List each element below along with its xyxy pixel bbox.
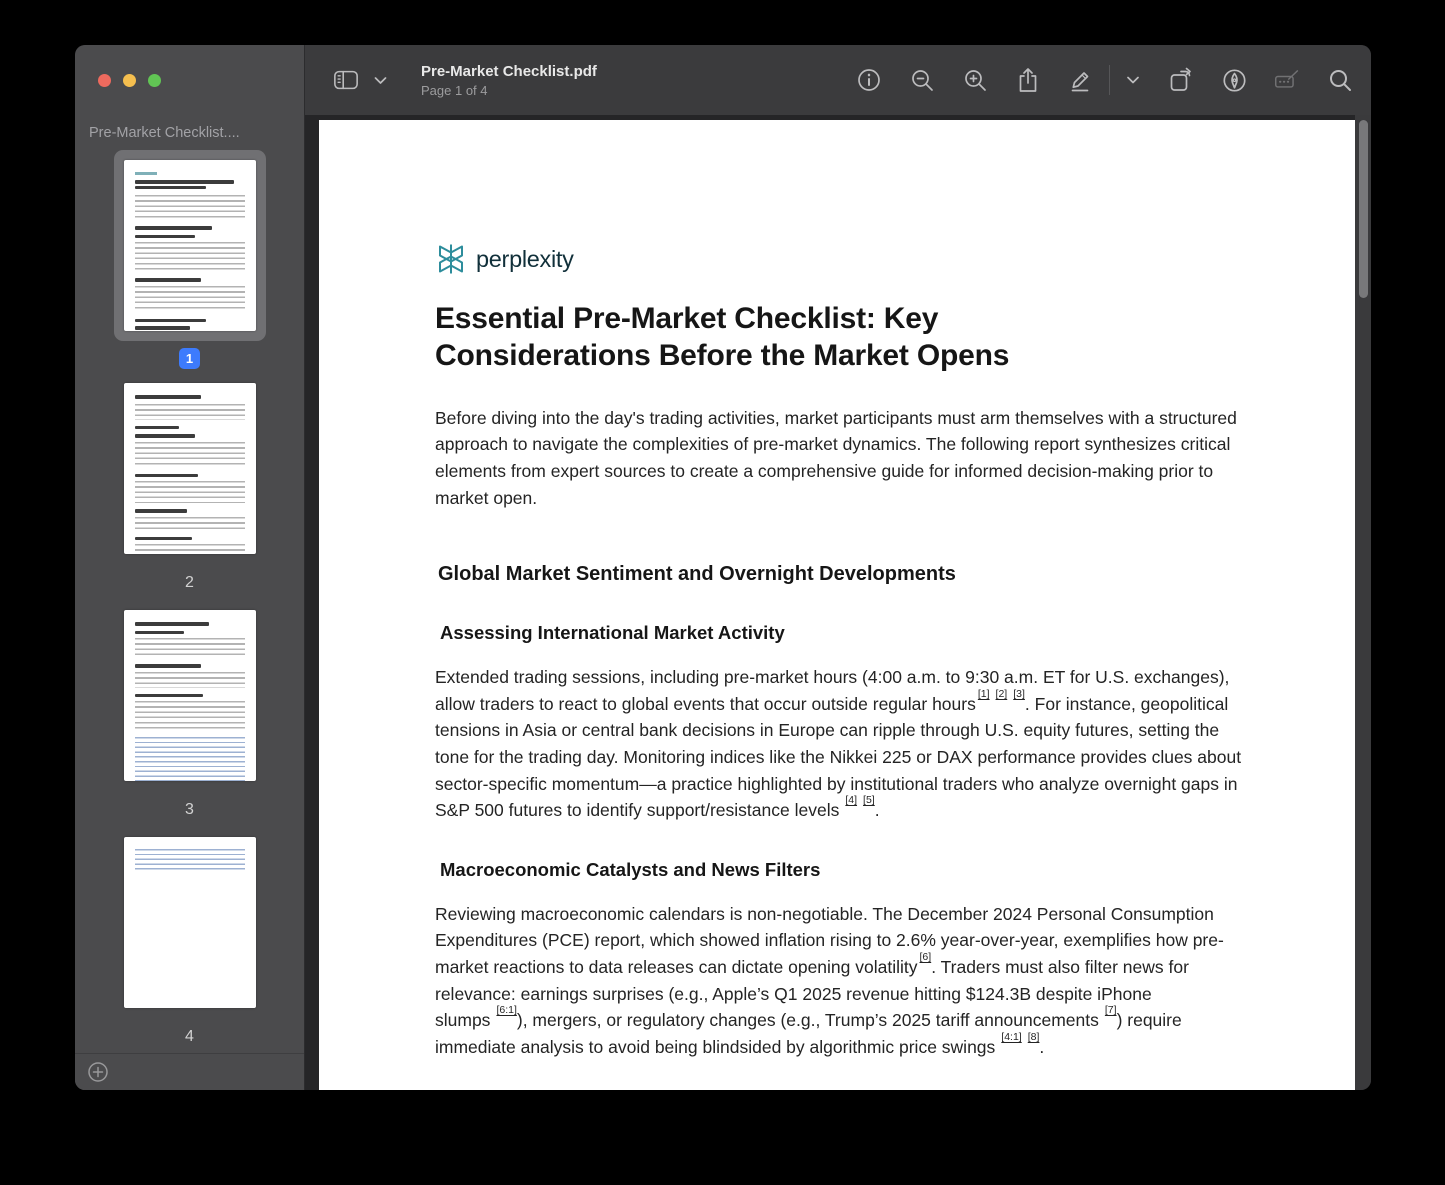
thumbnail-content xyxy=(135,849,245,998)
sidebar-column xyxy=(75,45,305,1090)
search-icon[interactable] xyxy=(1327,67,1353,93)
citation-link[interactable]: [3] xyxy=(1013,687,1025,700)
zoom-out-icon[interactable] xyxy=(909,67,935,93)
page-thumbnail-3[interactable] xyxy=(124,610,256,781)
close-button[interactable] xyxy=(98,74,111,87)
pen-nib-icon[interactable] xyxy=(1221,67,1247,93)
citation-link[interactable]: [4:1] xyxy=(1001,1030,1022,1043)
toolbar-divider xyxy=(1109,65,1110,95)
thumbnail-sidebar xyxy=(75,115,304,1090)
citation-link[interactable]: [5] xyxy=(863,794,875,807)
rotate-icon[interactable] xyxy=(1168,67,1194,93)
sidebar-toggle-icon[interactable] xyxy=(333,67,359,93)
brand-logo xyxy=(435,243,1245,275)
citation-link[interactable]: [2] xyxy=(995,687,1008,700)
citation-link[interactable]: [7] xyxy=(1104,1004,1117,1017)
body-paragraph: Reviewing macroeconomic calendars is non-negotiable. The December 2024 Personal Consumption Expenditures (PCE) report, which showed inflation rising to 2.6% year-over-year, exemplifies how pre-market reactions to data releases can dictate opening volatility [6]. Traders must also filter news for relevance: earnings surprises (e.g., Apple’s Q1 2025 revenue hitting $124.3B despite iPhone slumps [6:1]), mergers, or regulatory changes (e.g., Trump’s 2025 tariff announcements [7]) require immediate analysis to avoid being blindsided by algorithmic price swings [4:1] [8]. xyxy=(435,903,1224,1057)
document-title: Essential Pre-Market Checklist: Key Considerations Before the Market Opens xyxy=(435,302,1010,372)
minimize-button[interactable] xyxy=(123,74,136,87)
page-number-label: 2 xyxy=(185,574,194,591)
main-column xyxy=(305,45,1371,1090)
selected-page-badge: 1 xyxy=(179,348,200,369)
pdf-page xyxy=(319,120,1355,1090)
page-thumbnail-2[interactable] xyxy=(124,383,256,554)
fill-form-icon xyxy=(1274,67,1300,93)
intro-paragraph: Before diving into the day's trading activities, market participants must arm themselves with a structured approach to navigate the complexities of pre-market dynamics. The following report synthesizes critical elements from expert sources to create a comprehensive guide for informed decision-making prior to market open. xyxy=(435,407,1237,508)
body-paragraph: Extended trading sessions, including pre-market hours (4:00 a.m. to 9:30 a.m. ET for U.S. exchanges), allow traders to react to global events that occur outside regular hours [1] [2] [3]. For instance, geopolitical tensions in Asia or central bank decisions in Europe can ripple through U.S. equity futures, setting the tone for the trading day. Monitoring indices like the Nikkei 225 or DAX performance provides clues about sector-specific momentum—a practice highlighted by institutional traders who analyze overnight gaps in S&P 500 futures to identify support/resistance levels [4] [5]. xyxy=(435,667,1242,821)
citation-link[interactable]: [8] xyxy=(1027,1030,1040,1043)
thumbnail-content xyxy=(135,395,245,544)
title-block xyxy=(421,63,597,98)
window-title: Pre-Market Checklist.pdf xyxy=(421,62,597,80)
page-thumbnail-4[interactable] xyxy=(124,837,256,1008)
sidebar-document-name: Pre-Market Checklist.... xyxy=(89,125,240,141)
zoom-in-icon[interactable] xyxy=(962,67,988,93)
document-viewport xyxy=(305,115,1371,1090)
scrollbar-thumb[interactable] xyxy=(1359,120,1368,298)
subsection-heading: Assessing International Market Activity xyxy=(440,622,785,644)
preview-window xyxy=(75,45,1371,1090)
perplexity-logo-icon xyxy=(435,243,467,275)
info-icon[interactable] xyxy=(856,67,882,93)
thumbnail-selection xyxy=(114,150,266,341)
subsection-heading: Macroeconomic Catalysts and News Filters xyxy=(440,858,821,880)
citation-link[interactable]: [6] xyxy=(919,951,932,964)
thumbnail-content xyxy=(135,622,245,771)
section-heading: Global Market Sentiment and Overnight Developments xyxy=(438,563,956,586)
page-number-label: 3 xyxy=(185,801,194,818)
zoom-button[interactable] xyxy=(148,74,161,87)
markup-chevron-icon[interactable] xyxy=(1125,67,1141,93)
share-icon[interactable] xyxy=(1015,67,1041,93)
chevron-down-icon[interactable] xyxy=(367,67,393,93)
page-thumbnail-1[interactable] xyxy=(124,160,256,331)
citation-link[interactable]: [4] xyxy=(845,794,858,807)
window-controls xyxy=(75,45,304,115)
highlighter-pencil-icon[interactable] xyxy=(1068,67,1094,93)
thumbnail-content xyxy=(135,172,245,321)
citation-link[interactable]: [6:1] xyxy=(496,1004,517,1017)
toolbar xyxy=(305,45,1371,115)
sidebar-bottom-bar xyxy=(75,1053,304,1090)
page-indicator: Page 1 of 4 xyxy=(421,82,488,98)
citation-link[interactable]: [1] xyxy=(977,687,990,700)
plus-circle-icon[interactable] xyxy=(85,1059,111,1085)
page-number-label: 4 xyxy=(185,1028,194,1045)
brand-wordmark: perplexity xyxy=(476,245,574,272)
